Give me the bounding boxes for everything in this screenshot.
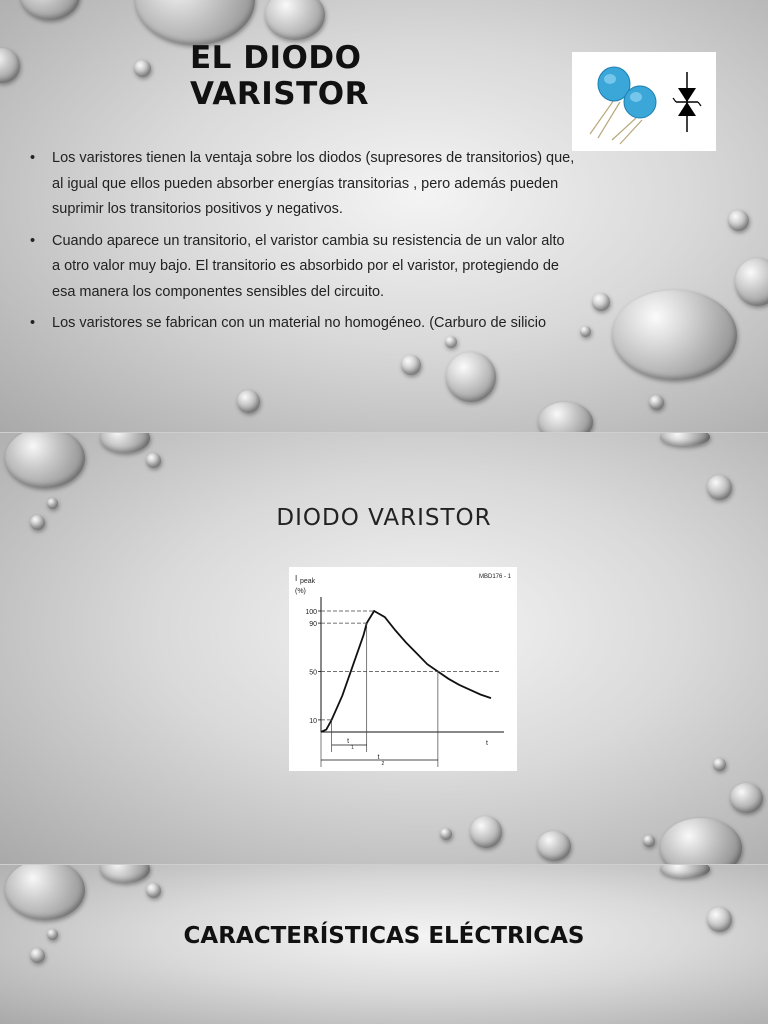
water-drop xyxy=(265,0,325,40)
x-axis-label: t xyxy=(486,740,488,747)
varistor-image xyxy=(572,52,716,151)
water-drop xyxy=(446,352,496,402)
y-tick-label: 10 xyxy=(309,717,317,725)
water-drop xyxy=(100,865,150,883)
slide-title: EL DIODO VARISTOR xyxy=(190,40,369,112)
bullet-text: Los varistores se fabrican con un material no homogéneo. (Carburo de silicio xyxy=(52,315,547,331)
water-drop xyxy=(440,828,452,840)
slide-2 xyxy=(0,433,768,864)
water-drop xyxy=(707,475,732,500)
water-drop xyxy=(5,865,85,920)
bullet-text: Los varistores tienen la ventaja sobre los diodos (supresores de transitorios) que, al igual que ellos pueden absorber energías transitorias , pero además pueden suprimir los transitorios positivos y negativos. xyxy=(52,150,575,217)
slide-1 xyxy=(0,0,768,432)
water-drop xyxy=(146,453,161,468)
water-drop xyxy=(30,948,45,963)
y-tick-label: 50 xyxy=(309,669,317,677)
water-drop xyxy=(5,433,85,488)
t1-label-sub: 1 xyxy=(351,745,354,751)
water-drop xyxy=(730,783,763,813)
t2-label-sub: 2 xyxy=(381,761,385,767)
water-drop xyxy=(660,865,710,878)
water-drop xyxy=(100,433,150,453)
water-drop xyxy=(612,290,737,380)
water-drop xyxy=(537,831,571,861)
water-drop xyxy=(0,48,20,83)
t1-label: t xyxy=(347,738,350,745)
water-drop xyxy=(580,326,591,337)
water-drop xyxy=(146,883,161,898)
bullet-item xyxy=(30,146,575,223)
water-drop xyxy=(237,390,260,413)
bullet-dot: • xyxy=(30,232,36,249)
water-drop xyxy=(20,0,80,20)
y-axis-label-sub: peak xyxy=(300,578,316,585)
chart-svg xyxy=(289,567,517,771)
y-tick-label: 90 xyxy=(309,621,317,629)
water-drop xyxy=(649,395,664,410)
water-drop xyxy=(660,818,742,864)
bullet-dot: • xyxy=(30,315,36,331)
water-drop xyxy=(470,816,502,848)
y-axis-unit: (%) xyxy=(295,588,306,595)
bullet-item xyxy=(30,229,575,306)
water-drop xyxy=(592,293,610,311)
y-axis-label: I xyxy=(295,574,298,583)
water-drop xyxy=(134,60,151,77)
water-drop xyxy=(713,758,726,771)
varistor-photo xyxy=(572,52,716,151)
water-drop xyxy=(643,835,655,847)
water-drop xyxy=(728,210,749,231)
water-drop xyxy=(538,402,593,432)
slide-title: DIODO VARISTOR xyxy=(276,505,492,531)
y-tick-label: 100 xyxy=(305,609,317,616)
bullet-dot: • xyxy=(30,150,36,166)
water-drop xyxy=(660,433,710,446)
figure-code: MBD176 - 1 xyxy=(478,574,511,580)
slide-3 xyxy=(0,865,768,1024)
water-drop xyxy=(401,355,421,375)
bullet-text: Cuando aparece un transitorio, el varistor cambia su resistencia de un valor alto a otro valor muy bajo. El transitorio es absorbido por el varistor, protegiendo de esa manera los componentes sensibles del circuito. xyxy=(52,232,565,300)
water-drop xyxy=(135,0,255,45)
t2-label: t xyxy=(377,754,380,761)
bullet-item xyxy=(30,311,575,337)
water-drop xyxy=(735,258,768,306)
slide-title: CARACTERÍSTICAS ELÉCTRICAS xyxy=(183,923,585,949)
pulse-waveform-chart xyxy=(289,567,517,771)
bullet-list xyxy=(30,146,575,343)
